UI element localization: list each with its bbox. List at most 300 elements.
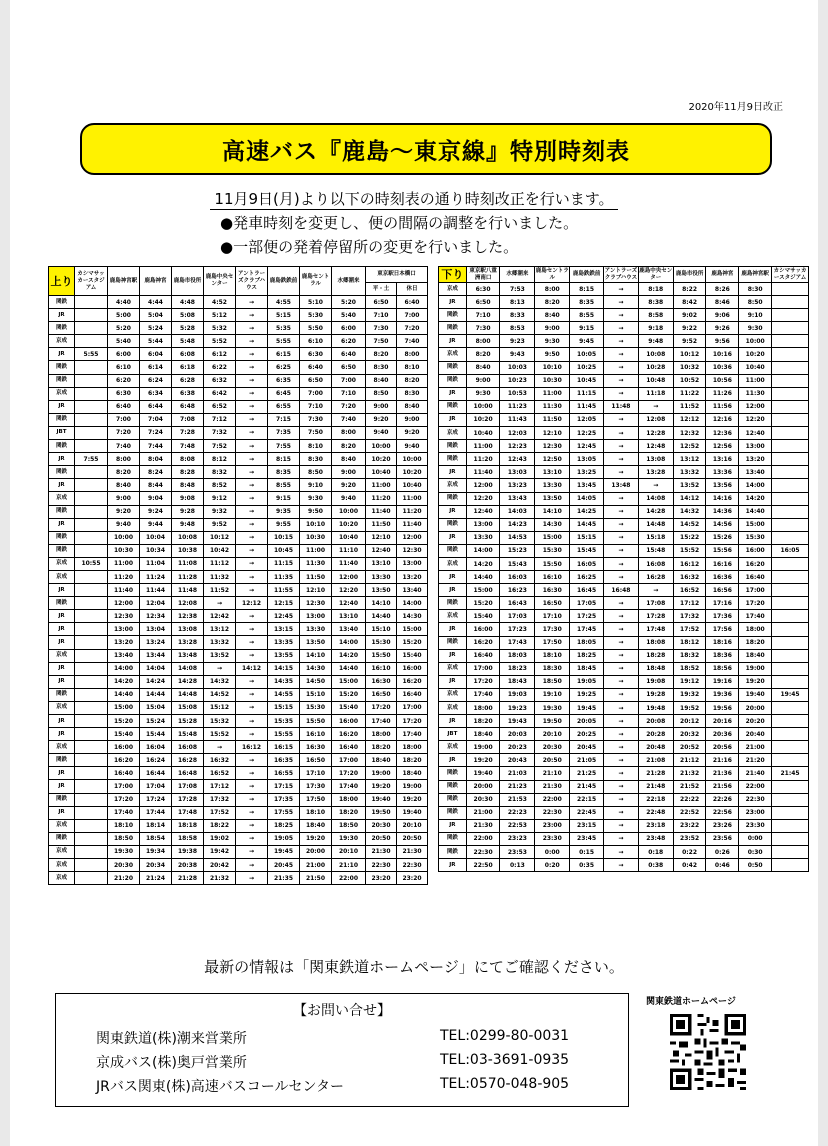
time-cell: 18:08 [638, 636, 673, 649]
time-cell: 13:10 [535, 466, 570, 479]
time-cell [75, 322, 108, 335]
time-cell: 8:00 [108, 453, 140, 466]
time-cell: 7:04 [140, 413, 172, 426]
time-cell: 14:50 [300, 675, 332, 688]
time-cell: 9:50 [300, 505, 332, 518]
time-cell [772, 518, 809, 531]
time-cell: 13:40 [108, 649, 140, 662]
time-cell: 13:12 [204, 623, 236, 636]
time-cell: 6:28 [172, 374, 204, 387]
time-cell: 6:55 [268, 400, 300, 413]
time-cell: → [236, 413, 268, 426]
operator-cell: 京成 [49, 570, 75, 583]
time-cell: 11:24 [140, 570, 172, 583]
time-cell: 17:35 [268, 793, 300, 806]
time-cell: 18:20 [397, 754, 428, 767]
time-cell [772, 649, 809, 662]
time-cell: 18:03 [500, 649, 535, 662]
time-cell: 9:06 [706, 309, 739, 322]
time-cell: 20:12 [673, 715, 706, 728]
time-cell: → [603, 741, 638, 754]
time-cell: 7:20 [108, 426, 140, 439]
time-cell: 11:15 [570, 387, 604, 400]
time-cell: 17:55 [268, 806, 300, 819]
time-cell: 5:40 [332, 309, 366, 322]
time-cell: 12:12 [236, 597, 268, 610]
time-cell: 6:30 [466, 283, 500, 296]
time-cell: 18:56 [706, 662, 739, 675]
time-cell: → [236, 322, 268, 335]
time-cell: 14:32 [673, 505, 706, 518]
time-cell: 14:00 [466, 544, 500, 557]
time-cell: 20:40 [739, 728, 772, 741]
time-cell: 23:22 [673, 819, 706, 832]
time-cell: 13:00 [397, 557, 428, 570]
time-cell: 12:25 [570, 427, 604, 440]
time-cell: 21:24 [140, 872, 172, 885]
operator-cell: 関鉄 [439, 374, 467, 387]
operator-cell: 京成 [439, 688, 467, 701]
time-cell: 6:32 [204, 374, 236, 387]
time-cell: 15:24 [140, 715, 172, 728]
time-cell: 16:44 [140, 767, 172, 780]
time-cell: 15:15 [570, 531, 604, 544]
time-cell: 18:40 [300, 819, 332, 832]
table-row [439, 702, 809, 715]
time-cell: 9:22 [673, 322, 706, 335]
time-cell: 12:48 [638, 440, 673, 453]
time-cell: 18:18 [172, 819, 204, 832]
time-cell: 12:15 [268, 597, 300, 610]
time-cell: 17:20 [366, 701, 397, 714]
time-cell: 8:33 [500, 309, 535, 322]
table-row [49, 832, 428, 845]
info-text: 最新の情報は「関東鉄道ホームページ」にてご確認ください。 [204, 958, 624, 976]
time-cell: 5:35 [268, 322, 300, 335]
time-cell: 17:40 [397, 728, 428, 741]
time-cell: 13:20 [397, 570, 428, 583]
time-cell: 11:18 [638, 387, 673, 400]
time-cell: → [236, 610, 268, 623]
time-cell: 10:00 [366, 440, 397, 453]
time-cell: 6:35 [268, 374, 300, 387]
table-row [49, 649, 428, 662]
time-cell: → [236, 570, 268, 583]
time-cell: 13:30 [300, 623, 332, 636]
operator-cell: 関鉄 [49, 544, 75, 557]
time-cell: 13:30 [366, 570, 397, 583]
time-cell: 0:26 [706, 846, 739, 859]
time-cell: 10:08 [638, 348, 673, 361]
time-cell: 6:30 [300, 348, 332, 361]
time-cell: 10:04 [140, 531, 172, 544]
operator-cell: JR [439, 387, 467, 400]
time-cell: 20:00 [466, 780, 500, 793]
table-row [439, 531, 809, 544]
time-cell: 10:00 [466, 400, 500, 413]
time-cell: 9:12 [204, 492, 236, 505]
time-cell: 12:40 [739, 427, 772, 440]
time-cell: 19:45 [570, 702, 604, 715]
time-cell: 11:00 [466, 440, 500, 453]
time-cell: 17:40 [466, 688, 500, 701]
time-cell: 14:04 [140, 662, 172, 675]
time-cell: 13:04 [140, 623, 172, 636]
table-row [439, 767, 809, 780]
time-cell: 8:15 [268, 453, 300, 466]
time-cell: 17:32 [204, 793, 236, 806]
time-cell [772, 623, 809, 636]
time-cell: 9:30 [739, 322, 772, 335]
time-cell: 10:48 [638, 374, 673, 387]
time-cell: 10:00 [397, 453, 428, 466]
time-cell: 8:55 [570, 309, 604, 322]
time-cell [772, 387, 809, 400]
time-cell: 19:45 [772, 688, 809, 701]
time-cell: 15:48 [172, 728, 204, 741]
time-cell: 13:36 [706, 466, 739, 479]
time-cell: 18:20 [366, 741, 397, 754]
time-cell: → [236, 531, 268, 544]
time-cell [772, 296, 809, 309]
time-cell: 15:40 [397, 649, 428, 662]
time-cell: 15:44 [140, 728, 172, 741]
time-cell: 9:23 [500, 335, 535, 348]
operator-cell: 関鉄 [439, 322, 467, 335]
time-cell [75, 754, 108, 767]
time-cell: 20:32 [673, 728, 706, 741]
table-row [439, 610, 809, 623]
time-cell: 7:30 [300, 413, 332, 426]
time-cell: 18:32 [673, 649, 706, 662]
time-cell: 13:56 [706, 479, 739, 492]
time-cell: 16:40 [466, 649, 500, 662]
time-cell: 10:32 [673, 361, 706, 374]
time-cell [75, 649, 108, 662]
time-cell: 8:24 [140, 466, 172, 479]
time-cell: 13:40 [739, 466, 772, 479]
time-cell: 7:10 [300, 400, 332, 413]
time-cell: → [236, 544, 268, 557]
time-cell: 10:20 [366, 453, 397, 466]
time-cell: 16:30 [535, 584, 570, 597]
time-cell: 18:36 [706, 649, 739, 662]
time-cell: 17:40 [108, 806, 140, 819]
time-cell: → [603, 466, 638, 479]
time-cell [772, 492, 809, 505]
time-cell: 14:44 [140, 688, 172, 701]
time-cell: 16:30 [300, 741, 332, 754]
time-cell: → [603, 505, 638, 518]
time-cell: 8:38 [638, 296, 673, 309]
table-row [439, 400, 809, 413]
time-cell: 14:23 [500, 518, 535, 531]
time-cell: 23:30 [535, 832, 570, 845]
operator-cell: 関鉄 [49, 296, 75, 309]
time-cell: 9:00 [397, 413, 428, 426]
time-cell: 20:45 [268, 859, 300, 872]
time-cell: 11:40 [466, 466, 500, 479]
operator-cell: 関鉄 [439, 518, 467, 531]
time-cell [75, 741, 108, 754]
time-cell: 21:08 [638, 754, 673, 767]
time-cell: → [603, 702, 638, 715]
time-cell: 20:20 [739, 715, 772, 728]
time-cell: 11:00 [300, 544, 332, 557]
time-cell: 14:53 [500, 531, 535, 544]
operator-cell: 関鉄 [49, 688, 75, 701]
time-cell: 8:20 [108, 466, 140, 479]
time-cell: 6:10 [300, 335, 332, 348]
time-cell: → [603, 361, 638, 374]
time-cell: 19:05 [268, 832, 300, 845]
time-cell: 13:10 [366, 557, 397, 570]
time-cell: 0:00 [535, 846, 570, 859]
time-cell [75, 544, 108, 557]
time-cell: 19:20 [366, 780, 397, 793]
time-cell: 20:45 [570, 741, 604, 754]
operator-cell: 関鉄 [439, 793, 467, 806]
time-cell: 12:00 [739, 400, 772, 413]
time-cell: 13:12 [673, 453, 706, 466]
time-cell: 13:03 [500, 466, 535, 479]
time-cell: 8:13 [500, 296, 535, 309]
table-row [49, 296, 428, 309]
time-cell: 21:28 [638, 767, 673, 780]
time-cell: → [603, 767, 638, 780]
time-cell: 5:50 [300, 322, 332, 335]
time-cell: 6:42 [204, 387, 236, 400]
time-cell: → [603, 728, 638, 741]
time-cell [772, 361, 809, 374]
table-row [439, 440, 809, 453]
time-cell: 7:30 [466, 322, 500, 335]
time-cell: 17:30 [535, 623, 570, 636]
time-cell: 11:22 [673, 387, 706, 400]
column-header: 鹿島セントラル [535, 267, 569, 281]
time-cell: 12:00 [466, 479, 500, 492]
time-cell: 11:20 [108, 570, 140, 583]
time-cell: 16:32 [673, 571, 706, 584]
operator-cell: JR [49, 780, 75, 793]
time-cell: 6:44 [140, 400, 172, 413]
time-cell: 14:28 [638, 505, 673, 518]
time-cell: 9:10 [739, 309, 772, 322]
time-cell: 22:00 [466, 832, 500, 845]
time-cell: 12:03 [500, 427, 535, 440]
time-cell: 6:14 [140, 361, 172, 374]
time-cell: 7:53 [500, 283, 535, 296]
time-cell: 16:50 [535, 597, 570, 610]
up-timetable [48, 266, 428, 885]
time-cell: 9:04 [140, 492, 172, 505]
operator-cell: 関鉄 [439, 544, 467, 557]
time-cell: 14:03 [500, 505, 535, 518]
time-cell: 16:40 [739, 571, 772, 584]
time-cell: → [236, 754, 268, 767]
time-cell [772, 832, 809, 845]
table-row [439, 322, 809, 335]
time-cell: 0:50 [739, 859, 772, 872]
time-cell: 11:26 [706, 387, 739, 400]
time-cell: 15:20 [332, 688, 366, 701]
column-header: カシマサッカースタジアム [772, 267, 809, 283]
time-cell: → [603, 662, 638, 675]
table-row [439, 846, 809, 859]
time-cell: 19:28 [638, 688, 673, 701]
time-cell: 16:00 [397, 662, 428, 675]
time-cell: 14:20 [108, 675, 140, 688]
time-cell: → [236, 335, 268, 348]
time-cell: 19:00 [397, 780, 428, 793]
time-cell: 18:54 [140, 832, 172, 845]
time-cell: 16:40 [397, 688, 428, 701]
time-cell: 7:00 [332, 374, 366, 387]
time-cell: 6:40 [397, 296, 428, 309]
table-row [439, 819, 809, 832]
time-cell: 7:35 [268, 426, 300, 439]
qr-code-icon[interactable] [670, 1014, 746, 1090]
time-cell: 6:20 [108, 374, 140, 387]
time-cell: 5:00 [108, 309, 140, 322]
time-cell: 19:08 [638, 675, 673, 688]
table-row [49, 767, 428, 780]
time-cell: 16:12 [673, 557, 706, 570]
time-cell: 11:04 [140, 557, 172, 570]
time-cell [75, 440, 108, 453]
time-cell: 17:20 [332, 767, 366, 780]
time-cell: 17:20 [466, 675, 500, 688]
time-cell: 22:56 [706, 806, 739, 819]
table-row [439, 335, 809, 348]
time-cell: 10:42 [204, 544, 236, 557]
table-row [49, 374, 428, 387]
time-cell: 10:36 [706, 361, 739, 374]
time-cell: 8:30 [739, 283, 772, 296]
time-cell: 19:42 [204, 845, 236, 858]
operator-cell: 関鉄 [439, 846, 467, 859]
time-cell: 4:52 [204, 296, 236, 309]
time-cell: 6:08 [172, 348, 204, 361]
time-cell: 20:10 [397, 819, 428, 832]
column-header: 鹿島市役所 [172, 267, 204, 296]
time-cell: → [236, 400, 268, 413]
table-row [439, 505, 809, 518]
time-cell: 17:43 [500, 636, 535, 649]
time-cell: 8:26 [706, 283, 739, 296]
operator-cell: JR [49, 309, 75, 322]
operator-cell: 京成 [439, 427, 467, 440]
time-cell: 9:30 [300, 492, 332, 505]
table-row [439, 754, 809, 767]
column-header: 鹿島中央センター [204, 267, 236, 296]
time-cell: 18:45 [570, 662, 604, 675]
table-row [49, 793, 428, 806]
table-row [49, 859, 428, 872]
table-row [439, 361, 809, 374]
time-cell: 18:50 [332, 819, 366, 832]
time-cell: 21:30 [535, 780, 570, 793]
time-cell: 9:52 [204, 518, 236, 531]
table-row [49, 557, 428, 570]
time-cell: 14:40 [466, 571, 500, 584]
time-cell: 23:26 [706, 819, 739, 832]
time-cell: 18:14 [140, 819, 172, 832]
time-cell [75, 715, 108, 728]
time-cell: 15:00 [332, 675, 366, 688]
time-cell: 13:48 [603, 479, 638, 492]
time-cell [75, 845, 108, 858]
time-cell: 13:52 [673, 479, 706, 492]
time-cell [772, 636, 809, 649]
operator-cell: 関鉄 [439, 400, 467, 413]
operator-cell: 京成 [49, 649, 75, 662]
time-cell [75, 570, 108, 583]
time-cell: 8:30 [300, 453, 332, 466]
time-cell: 19:45 [268, 845, 300, 858]
time-cell: 7:24 [140, 426, 172, 439]
time-cell: 22:18 [638, 793, 673, 806]
time-cell [772, 479, 809, 492]
time-cell: 18:52 [673, 662, 706, 675]
time-cell: 7:12 [204, 413, 236, 426]
column-header: カシマサッカースタジアム [75, 267, 108, 296]
time-cell: 8:40 [535, 309, 570, 322]
operator-cell: 関鉄 [49, 322, 75, 335]
time-cell: 10:34 [140, 544, 172, 557]
time-cell: 8:40 [332, 453, 366, 466]
time-cell: 17:00 [466, 662, 500, 675]
time-cell: 11:30 [739, 387, 772, 400]
time-cell: 15:20 [466, 597, 500, 610]
table-row [49, 492, 428, 505]
time-cell: 16:20 [332, 728, 366, 741]
time-cell: 5:55 [75, 348, 108, 361]
table-row [49, 806, 428, 819]
time-cell [75, 531, 108, 544]
time-cell: 20:10 [332, 845, 366, 858]
operator-cell: JBT [49, 426, 75, 439]
operator-cell: JR [49, 479, 75, 492]
time-cell: 17:28 [638, 610, 673, 623]
time-cell: 9:26 [706, 322, 739, 335]
time-cell: 22:30 [397, 859, 428, 872]
time-cell: 10:40 [397, 479, 428, 492]
time-cell: 9:44 [140, 518, 172, 531]
time-cell: → [603, 453, 638, 466]
time-cell: 21:25 [570, 767, 604, 780]
time-cell: 21:30 [466, 819, 500, 832]
time-cell [75, 584, 108, 597]
operator-cell: 京成 [439, 662, 467, 675]
timetable-page [10, 0, 818, 1146]
time-cell [772, 427, 809, 440]
time-cell: 14:24 [140, 675, 172, 688]
table-row [439, 623, 809, 636]
table-row [439, 413, 809, 426]
operator-cell: 京成 [439, 479, 467, 492]
time-cell: → [236, 623, 268, 636]
time-cell: → [603, 387, 638, 400]
table-row [439, 479, 809, 492]
time-cell: 20:30 [535, 741, 570, 754]
table-row [49, 754, 428, 767]
notice-item: ●一部便の発着停留所の変更を行いました。 [220, 238, 519, 256]
time-cell: 16:04 [140, 741, 172, 754]
time-cell: 14:12 [673, 492, 706, 505]
time-cell: 22:30 [466, 846, 500, 859]
time-cell [772, 793, 809, 806]
